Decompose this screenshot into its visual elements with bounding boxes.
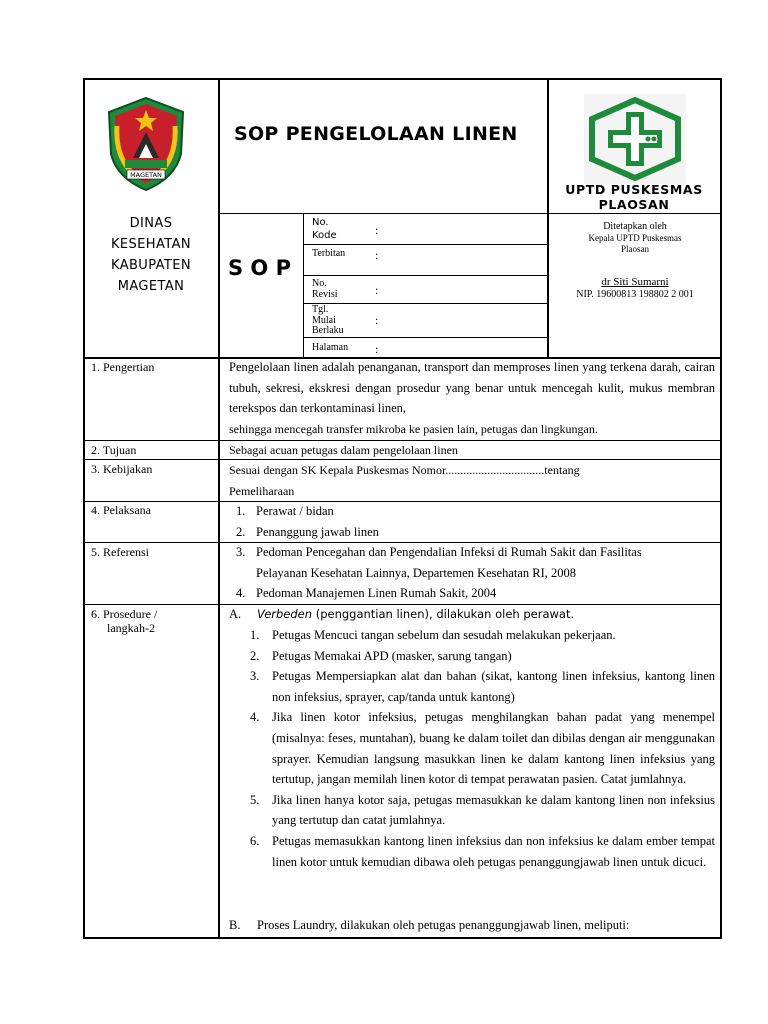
signatory-nip: NIP. 19600813 198802 2 001 bbox=[576, 289, 694, 300]
item-number: 3. bbox=[250, 669, 260, 684]
org-right-line: PLAOSAN bbox=[598, 197, 670, 212]
heading-rest: Proses Laundry, dilakukan oleh petugas penanggungjawab linen, meliputi: bbox=[257, 918, 630, 932]
list-item bbox=[250, 790, 715, 831]
section-letter: B. bbox=[229, 918, 241, 932]
logo-caption: MAGETAN bbox=[130, 171, 162, 179]
field-label bbox=[312, 216, 352, 242]
field-colon: : bbox=[375, 342, 379, 356]
item-text: Jika linen kotor infeksius, petugas menghilangkan bahan padat yang menempel (misalnya: feses, muntahan), buang ke dalam toilet dan dibilas dengan air menggunakan sprayer. Kemudian langsung masukkan linen ke dalam kantong linen infeksius yang tertutup, jangan memilah linen kotor di tempat perawatan pasien. Catat jumlahnya. bbox=[272, 710, 715, 787]
field-label-text: Tgl. Mulai Berlaku bbox=[312, 304, 344, 336]
field-label bbox=[312, 278, 352, 300]
field-colon: : bbox=[375, 248, 379, 262]
item-number: 4. bbox=[250, 710, 260, 725]
item-text: Penanggung jawab linen bbox=[256, 524, 379, 539]
approval-line: Plaosan bbox=[621, 244, 649, 254]
item-number: 1. bbox=[236, 504, 246, 518]
item-number: 5. bbox=[250, 792, 260, 807]
text-pengertian bbox=[229, 357, 715, 439]
field-kode bbox=[312, 216, 542, 242]
field-label-text: No. Revisi bbox=[312, 278, 338, 300]
field-label bbox=[312, 305, 348, 337]
label-pelaksana: 4. Pelaksana bbox=[91, 503, 151, 517]
field-tgl bbox=[312, 305, 542, 337]
signatory-name: dr Siti Sumarni bbox=[601, 276, 669, 288]
pengertian-paragraph: Pengelolaan linen adalah penanganan, transport dan memproses linen yang terkena darah, cairan tubuh, sekresi, ekskresi dengan prosedur yang benar untuk mencegah kulit, mukus membran terekspos dan terkontaminasi linen, bbox=[229, 360, 715, 415]
item-number: 1. bbox=[250, 628, 260, 642]
item-text: Pedoman Manajemen Linen Rumah Sakit, 2004 bbox=[256, 586, 497, 600]
field-colon: : bbox=[375, 313, 379, 327]
org-right-line: UPTD PUSKESMAS bbox=[565, 182, 703, 197]
label-tujuan: 2. Tujuan bbox=[91, 443, 137, 457]
approval-block bbox=[550, 221, 720, 301]
field-terbitan bbox=[312, 248, 542, 262]
list-prosedur-a bbox=[250, 625, 715, 872]
item-number: 2. bbox=[236, 524, 246, 539]
item-text: Petugas Mempersiapkan alat dan bahan (sikat, kantong linen infeksius, kantong linen non infeksius, sprayer, cap/tanda untuk kantong) bbox=[272, 669, 715, 704]
text-tujuan: Sebagai acuan petugas dalam pengelolaan linen bbox=[229, 443, 458, 457]
verbeden-term: Verbeden bbox=[257, 607, 313, 621]
field-label: Halaman bbox=[312, 342, 349, 353]
label-prosedur-line: 6. Prosedure / bbox=[91, 607, 158, 621]
text-kebijakan: Sesuai dengan SK Kepala Puskesmas Nomor.................................tentang Pemeliharaan bbox=[229, 463, 580, 498]
item-text: Petugas Mencuci tangan sebelum dan sesudah melakukan pekerjaan. bbox=[272, 628, 616, 642]
document-title: SOP PENGELOLAAN LINEN bbox=[234, 123, 518, 145]
list-item bbox=[250, 707, 715, 789]
puskesmas-logo bbox=[584, 94, 686, 184]
item-text: Petugas Memakai APD (masker, sarung tangan) bbox=[272, 648, 512, 663]
org-left bbox=[86, 213, 216, 297]
item-number: 6. bbox=[250, 833, 260, 848]
field-colon: : bbox=[375, 283, 379, 297]
list-item bbox=[250, 646, 715, 667]
list-item bbox=[250, 666, 715, 707]
org-left-line: MAGETAN bbox=[117, 279, 185, 294]
section-letter: A. bbox=[229, 607, 242, 621]
field-label-text: No. Kode bbox=[312, 217, 337, 241]
item-number: 3. bbox=[236, 545, 246, 559]
kabupaten-magetan-logo bbox=[103, 96, 189, 192]
label-referensi: 5. Referensi bbox=[91, 545, 149, 559]
item-text: Perawat / bidan bbox=[256, 504, 334, 518]
list-item bbox=[236, 583, 676, 604]
label-prosedur bbox=[91, 607, 157, 635]
list-item bbox=[250, 625, 715, 646]
list-pelaksana bbox=[236, 501, 716, 542]
pengertian-paragraph: sehingga mencegah transfer mikroba ke pasien lain, petugas dan lingkungan. bbox=[229, 421, 598, 436]
item-number: 2. bbox=[250, 648, 260, 663]
org-right bbox=[550, 182, 718, 212]
org-left-line: KESEHATAN bbox=[110, 237, 191, 252]
prosedur-a-heading bbox=[229, 604, 574, 624]
list-referensi bbox=[236, 542, 676, 604]
org-left-line: DINAS bbox=[129, 216, 173, 231]
sop-label: S O P bbox=[228, 256, 291, 280]
list-item bbox=[236, 522, 716, 543]
field-label: Terbitan bbox=[312, 248, 346, 259]
item-text: Pedoman Pencegahan dan Pengendalian Infeksi di Rumah Sakit dan Fasilitas Pelayanan Kesehatan Lainnya, Departemen Kesehatan RI, 2008 bbox=[256, 545, 642, 580]
approval-line: Ditetapkan oleh bbox=[603, 221, 667, 232]
item-text: Petugas memasukkan kantong linen infeksius dan non infeksius ke dalam ember tempat linen kotor untuk kemudian dibawa oleh petugas penanggungjawab linen untuk dicuci. bbox=[272, 833, 715, 869]
field-colon: : bbox=[375, 223, 379, 237]
label-prosedur-line: langkah-2 bbox=[107, 621, 155, 635]
list-item bbox=[236, 501, 716, 522]
label-kebijakan: 3. Kebijakan bbox=[91, 462, 153, 476]
field-revisi bbox=[312, 278, 542, 300]
item-number: 4. bbox=[236, 586, 246, 600]
heading-rest: (penggantian linen), dilakukan oleh perawat. bbox=[312, 607, 575, 621]
field-halaman bbox=[312, 342, 542, 356]
org-left-line: KABUPATEN bbox=[111, 258, 191, 273]
prosedur-b-heading bbox=[229, 915, 629, 935]
label-pengertian: 1. Pengertian bbox=[91, 360, 155, 374]
list-item bbox=[236, 542, 676, 583]
item-text: Jika linen hanya kotor saja, petugas memasukkan ke dalam kantong linen non infeksius yang tertutup dan catat jumlahnya. bbox=[272, 792, 715, 828]
list-item bbox=[250, 831, 715, 872]
approval-line: Kepala UPTD Puskesmas bbox=[588, 233, 682, 243]
